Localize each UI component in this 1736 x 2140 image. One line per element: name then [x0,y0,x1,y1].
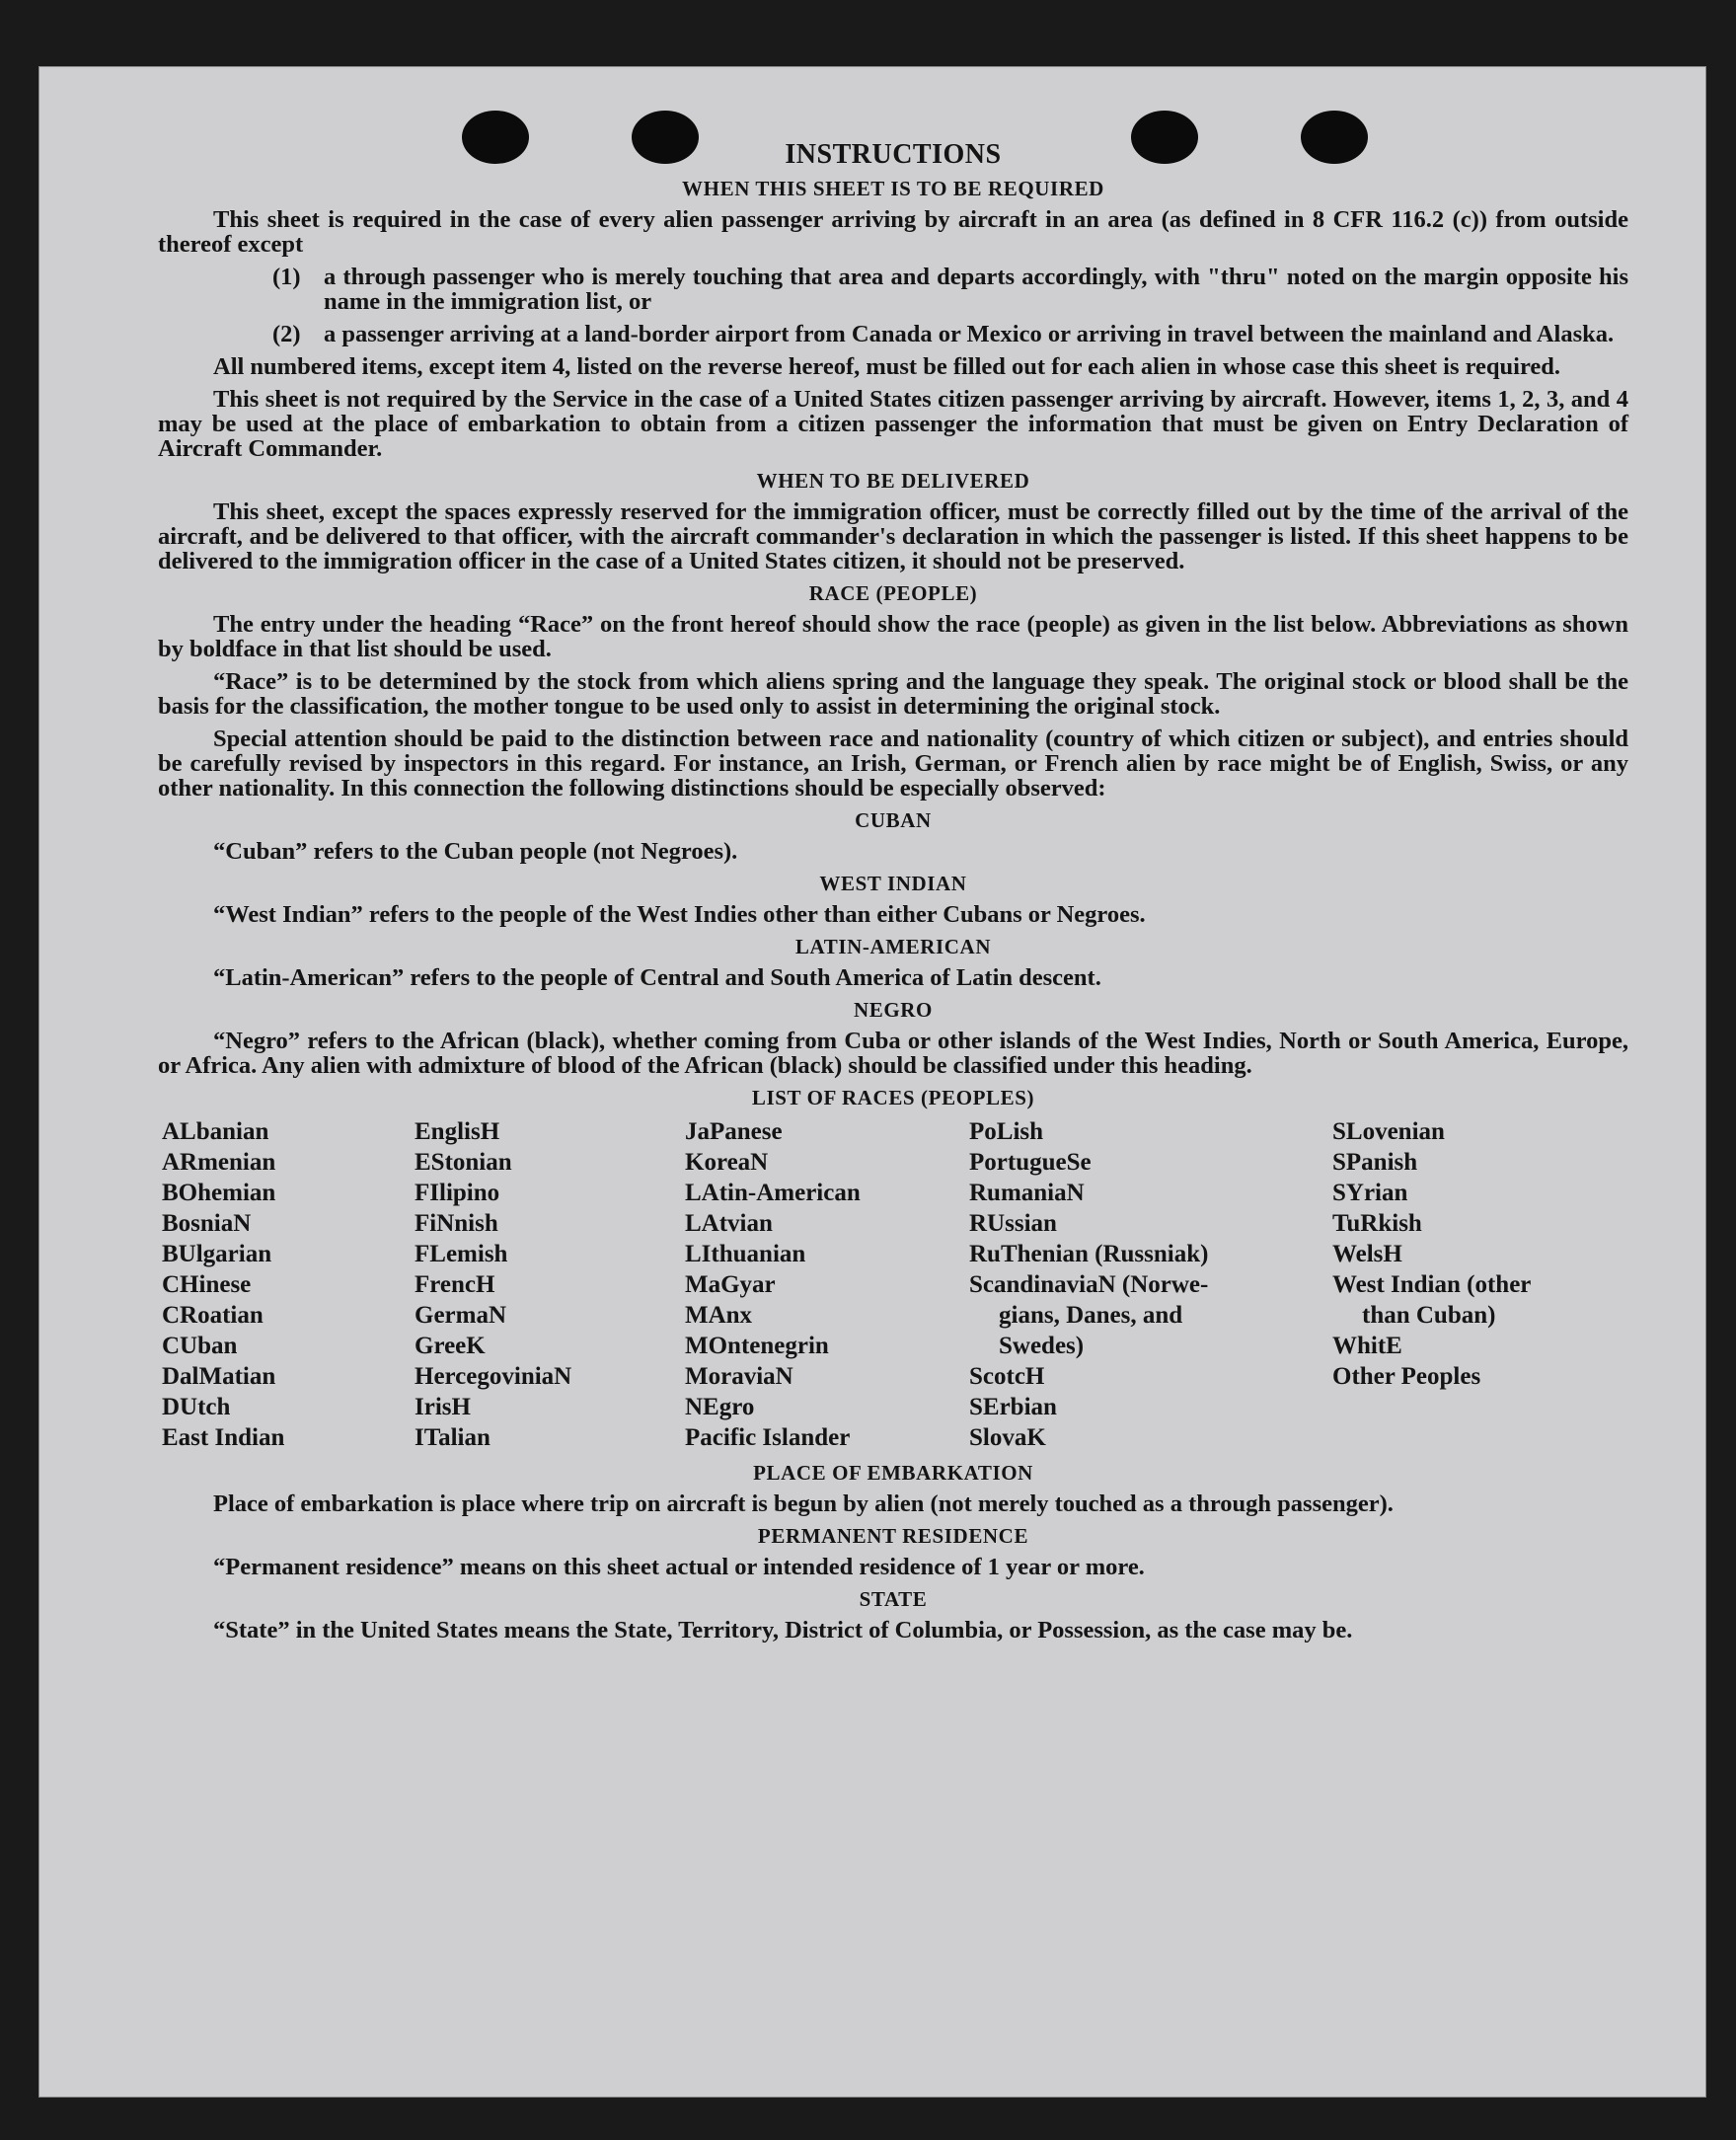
race-entry: FLemish [415,1241,508,1267]
race-entry: RUssian [969,1210,1057,1237]
race-entry: SlovaK [969,1424,1046,1451]
race-entry: West Indian (other [1332,1271,1532,1298]
race-entry: BUlgarian [162,1241,272,1267]
race-entry: Pacific Islander [685,1424,851,1451]
race-entry: LAtvian [685,1210,773,1237]
race-entry: BosniaN [162,1210,252,1237]
race-para-3: Special attention should be paid to the distinction between race and nationality (country of which citizen or subject), and entries should be carefully revised by inspectors in this regard. For instance, an Irish, German, or French alien by race might be of English, Swiss, or any other nationality. In this connection the following distinctions should be especially observed: [158,726,1628,802]
races-column-2 [415,1116,685,1453]
race-entry: WelsH [1332,1241,1402,1267]
race-entry: IrisH [415,1394,471,1420]
item-text: a through passenger who is merely touching that area and departs accordingly, with "thru" noted on the margin opposite his name in the immigration list, or [324,264,1628,315]
race-entry: DalMatian [162,1363,276,1390]
race-entry: MAnx [685,1302,753,1329]
race-entry: PortugueSe [969,1149,1092,1176]
race-entry: Other Peoples [1332,1363,1481,1390]
page-title: INSTRUCTIONS [785,139,1002,170]
item-text: a passenger arriving at a land-border airport from Canada or Mexico or arriving in travel between the mainland and Alaska. [324,321,1615,347]
heading-negro: NEGRO [853,998,933,1022]
race-entry: CRoatian [162,1302,264,1329]
race-entry: FrencH [415,1271,495,1298]
race-entry: LIthuanian [685,1241,806,1267]
required-para-3: This sheet is not required by the Service in the case of a United States citizen passenger arriving by aircraft. However, items 1, 2, 3, and 4 may be used at the place of embarkation to obtain from a citizen passenger the information that must be given on Entry Declaration of Aircraft Commander. [158,386,1628,462]
residence-para: “Permanent residence” means on this sheet actual or intended residence of 1 year or more. [213,1554,1145,1580]
race-entry: WhitE [1332,1333,1402,1359]
race-entry: NEgro [685,1394,755,1420]
races-column-1 [162,1116,415,1453]
races-column-5 [1332,1116,1628,1453]
race-entry: ARmenian [162,1149,276,1176]
race-entry: TuRkish [1332,1210,1422,1237]
race-para-2: “Race” is to be determined by the stock from which aliens spring and the language they speak. The original stock or blood shall be the basis for the classification, the mother tongue to be used only to assist in determining the original stock. [158,668,1628,720]
heading-embarkation: PLACE OF EMBARKATION [753,1461,1033,1485]
heading-race: RACE (PEOPLE) [808,581,978,605]
race-entry: CUban [162,1333,238,1359]
west-indian-para: “West Indian” refers to the people of the West Indies other than either Cubans or Negroes. [213,901,1146,928]
race-entry: than Cuban) [1362,1302,1496,1329]
delivered-para: This sheet, except the spaces expressly reserved for the immigration officer, must be correctly filled out by the time of the arrival of the aircraft, and be delivered to that officer, with the aircraft commander's declaration in which the passenger is listed. If this sheet happens to be delivered to the immigration officer in the case of a United States citizen, it should not be preserved. [158,498,1628,574]
race-entry: ScandinaviaN (Norwe- [969,1271,1209,1298]
race-entry: GermaN [415,1302,507,1329]
exception-item-1 [272,265,1628,314]
race-entry: MaGyar [685,1271,776,1298]
required-para-2: All numbered items, except item 4, listed on the reverse hereof, must be filled out for each alien in whose case this sheet is required. [213,353,1561,380]
item-number: (2) [272,321,301,347]
race-entry: PoLish [969,1118,1044,1145]
races-column-3 [685,1116,969,1453]
race-entry: SErbian [969,1394,1057,1420]
state-para: “State” in the United States means the State, Territory, District of Columbia, or Possession, as the case may be. [213,1617,1353,1643]
heading-required: WHEN THIS SHEET IS TO BE REQUIRED [682,177,1104,200]
race-entry: ALbanian [162,1118,269,1145]
race-entry: SPanish [1332,1149,1418,1176]
exception-item-2 [272,322,1628,346]
races-column-4 [969,1116,1332,1453]
cuban-para: “Cuban” refers to the Cuban people (not Negroes). [213,838,738,865]
race-entry: EnglisH [415,1118,500,1145]
race-entry: BOhemian [162,1180,276,1206]
race-entry: East Indian [162,1424,285,1451]
heading-latin-american: LATIN-AMERICAN [794,935,992,958]
embarkation-para: Place of embarkation is place where trip on aircraft is begun by alien (not merely touched as a through passenger). [213,1490,1394,1517]
race-entry: Swedes) [999,1333,1085,1359]
race-entry: EStonian [415,1149,512,1176]
races-list [162,1116,1628,1453]
race-entry: FiNnish [415,1210,498,1237]
race-entry: RuThenian (Russniak) [969,1241,1209,1267]
required-intro: This sheet is required in the case of every alien passenger arriving by aircraft in an area (as defined in 8 CFR 116.2 (c)) from outside thereof except [158,206,1628,258]
heading-state: STATE [859,1587,928,1611]
latin-american-para: “Latin-American” refers to the people of Central and South America of Latin descent. [213,964,1101,991]
negro-para: “Negro” refers to the African (black), whether coming from Cuba or other islands of the West Indies, North or South America, Europe, or Africa. Any alien with admixture of blood of the African (black) should be classified under this heading. [158,1028,1628,1079]
heading-west-indian: WEST INDIAN [819,872,967,895]
race-entry: MoraviaN [685,1363,793,1390]
race-entry: SLovenian [1332,1118,1445,1145]
heading-permanent-residence: PERMANENT RESIDENCE [757,1524,1029,1548]
race-entry: gians, Danes, and [999,1302,1183,1329]
race-entry: FIlipino [415,1180,500,1206]
race-entry: CHinese [162,1271,252,1298]
heading-delivered: WHEN TO BE DELIVERED [756,469,1030,493]
heading-cuban: CUBAN [855,808,932,832]
race-entry: HercegoviniaN [415,1363,572,1390]
race-entry: LAtin-American [685,1180,861,1206]
race-entry: GreeK [415,1333,486,1359]
document-sheet [39,67,1705,2097]
instructions-content [158,139,1628,1650]
race-entry: RumaniaN [969,1180,1085,1206]
race-entry: ITalian [415,1424,491,1451]
race-entry: KoreaN [685,1149,769,1176]
race-entry: SYrian [1332,1180,1408,1206]
race-entry: ScotcH [969,1363,1045,1390]
race-para-1: The entry under the heading “Race” on the front hereof should show the race (people) as given in the list below. Abbreviations as shown by boldface in that list should be used. [158,611,1628,662]
race-entry: DUtch [162,1394,231,1420]
item-number: (1) [272,264,301,290]
race-entry: JaPanese [685,1118,783,1145]
race-entry: MOntenegrin [685,1333,829,1359]
heading-list-of-races: LIST OF RACES (PEOPLES) [751,1086,1035,1109]
